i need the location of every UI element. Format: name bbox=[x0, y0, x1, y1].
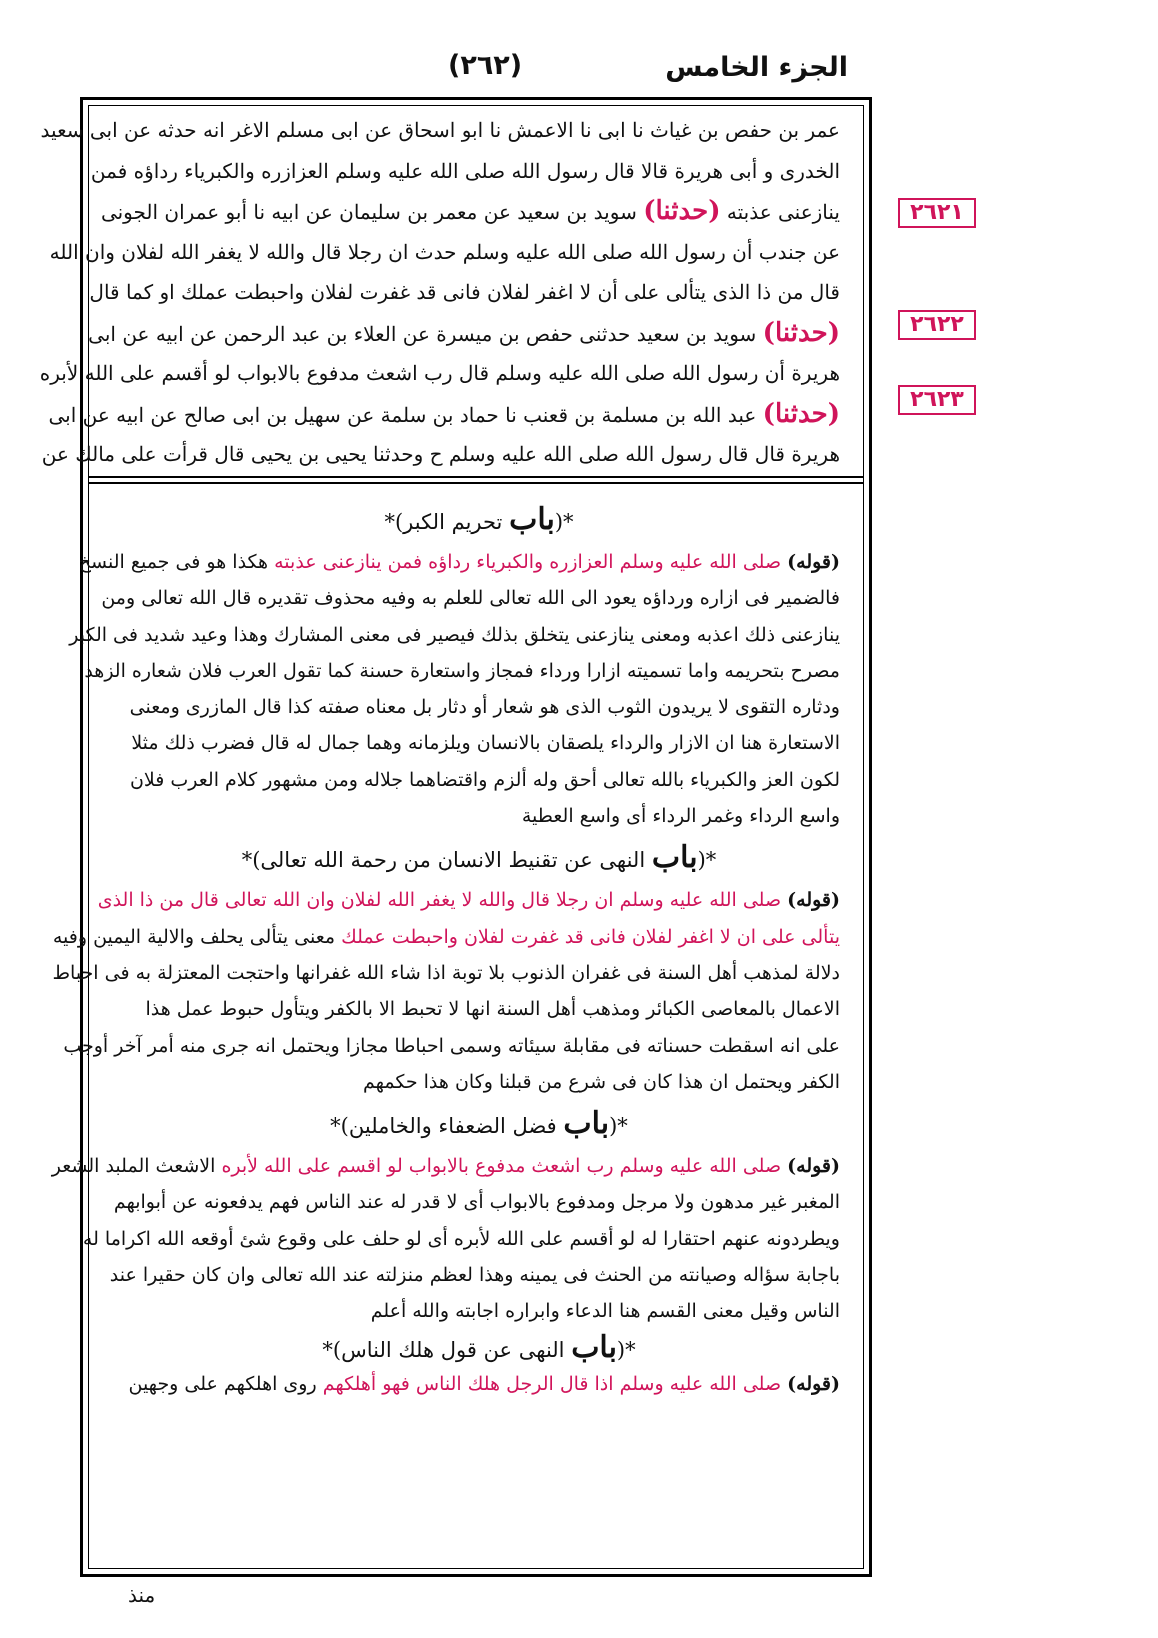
text-line: فالضمير فى ازاره ورداؤه يعود الى الله تعالى للعلم به وفيه محذوف تقديره قال الله تعالى ومن bbox=[101, 587, 840, 610]
hadith-text: سويد بن سعيد حدثنى حفص بن ميسرة عن العلاء بن عبد الرحمن عن ابيه عن ابى bbox=[88, 321, 763, 346]
hadith-text: قال من ذا الذى يتألى على أن لا اغفر لفلان فانى قد غفرت لفلان واحبطت عملك او كما قال bbox=[89, 280, 840, 304]
qawluhu-label: (قوله) bbox=[787, 889, 840, 912]
chapter-prefix: *( bbox=[554, 510, 574, 534]
page-number: (٢٦٢) bbox=[448, 50, 523, 81]
text-line: ويطردونه عنهم احتقارا له لو أقسم على الله لأبره أى لو حلف على وقوع شئ أوقعه الله اكراما له bbox=[82, 1227, 840, 1250]
commentary-text: الاشعث الملبد الشعر bbox=[51, 1155, 222, 1178]
chapter-title: النهى عن قول هلك الناس)* bbox=[322, 1337, 572, 1362]
text-line bbox=[88, 313, 840, 354]
chapter-title: النهى عن تقنيط الانسان من رحمة الله تعالى)* bbox=[241, 848, 652, 873]
bab-word: باب bbox=[563, 1106, 610, 1142]
text-line: المغبر غير مدهون ولا مرجل ومدفوع بالابواب أى لا قدر له عند الناس فهم يدفعونه عن أبوابهم bbox=[113, 1191, 840, 1214]
matn-quote: صلى الله عليه وسلم العزازره والكبرياء رداؤه فمن ينازعنى عذبته bbox=[274, 551, 788, 573]
chapter-prefix: *( bbox=[609, 1114, 628, 1139]
chapter-prefix: *( bbox=[697, 848, 717, 873]
text-line: الاستعارة هنا ان الازار والرداء يلصقان بالانسان ويلزمانه وهما جمال له قال فضرب ذلك مثلا bbox=[131, 732, 840, 755]
bab-word: باب bbox=[509, 502, 555, 537]
text-line: على انه اسقطت حسناته فى مقابلة سيئاته وسمى احباطا مجازا ويحتمل انه جرى منه أمر آخر أوجب bbox=[63, 1034, 840, 1057]
qawluhu-label: (قوله) bbox=[787, 551, 840, 573]
text-line bbox=[41, 434, 840, 475]
commentary-block bbox=[51, 496, 840, 1402]
haddathana-marker: (حدثنا) bbox=[762, 317, 840, 348]
text-line: لكون العز والكبرياء بالله تعالى أحق وله ألزم واقتضاهما جلاله ومن مشهور كلام العرب فلان bbox=[129, 768, 840, 791]
hadith-text: الخدرى و أبى هريرة قالا قال رسول الله صلى الله عليه وسلم العزازره والكبرياء رداؤه فمن bbox=[90, 158, 840, 183]
text-line bbox=[118, 1366, 840, 1402]
text-line bbox=[90, 151, 840, 192]
bab-word: باب bbox=[571, 1329, 617, 1365]
bab-word: باب bbox=[651, 840, 698, 876]
text-line bbox=[52, 919, 840, 955]
chapter-heading bbox=[118, 834, 840, 882]
chapter-heading bbox=[118, 496, 840, 544]
hadith-text: هريرة قال قال رسول الله صلى الله عليه وسلم ح وحدثنا يحيى بن يحيى قال قرأت على مالك عن bbox=[41, 442, 840, 466]
text-line bbox=[97, 882, 840, 918]
text-line bbox=[89, 272, 840, 313]
text-line bbox=[51, 1148, 840, 1184]
hadith-number-box: ٢٦٢١ bbox=[898, 198, 976, 228]
catchword: منذ bbox=[128, 1583, 156, 1607]
commentary-text: روى اهلكهم على وجهين bbox=[128, 1372, 323, 1395]
commentary-text: هكذا هو فى جميع النسخ bbox=[78, 551, 275, 573]
hadith-text: هريرة أن رسول الله صلى الله عليه وسلم قال رب اشعث مدفوع بالابواب لو أقسم على الله لأبره bbox=[39, 361, 840, 385]
chapter-title: فضل الضعفاء والخاملين)* bbox=[330, 1114, 564, 1139]
text-line bbox=[100, 191, 840, 232]
chapter-heading bbox=[118, 1330, 840, 1366]
hadith-number-box: ٢٦٢٢ bbox=[898, 310, 976, 340]
hadith-number-box: ٢٦٢٣ bbox=[898, 385, 976, 415]
text-line bbox=[39, 353, 840, 394]
chapter-heading bbox=[118, 1100, 840, 1148]
text-line: الكفر ويحتمل ان هذا كان فى شرع من قبلنا وكان هذا حكمهم bbox=[362, 1070, 840, 1093]
text-line bbox=[78, 544, 840, 580]
section-divider bbox=[88, 482, 864, 484]
chapter-title: تحريم الكبر)* bbox=[384, 510, 510, 534]
section-divider bbox=[88, 476, 864, 478]
matn-quote: صلى الله عليه وسلم اذا قال الرجل هلك الناس فهو أهلكهم bbox=[322, 1372, 788, 1395]
text-line: ودثاره التقوى لا يريدون الثوب الذى هو شعار أو دثار بل معناه صفته كذا قال المازرى ومعنى bbox=[129, 696, 840, 719]
chapter-prefix: *( bbox=[616, 1337, 636, 1362]
text-line: باجابة سؤاله وصيانته من الحنث فى يمينه وهذا لعظم منزلته عند الله تعالى وان كان حقيرا عند bbox=[109, 1264, 840, 1287]
matn-quote: صلى الله عليه وسلم ان رجلا قال والله لا يغفر الله لفلان وان الله تعالى قال من ذا الذى bbox=[97, 889, 788, 912]
text-line: واسع الرداء وغمر الرداء أى واسع العطية bbox=[521, 805, 840, 828]
text-line bbox=[48, 394, 840, 435]
text-line bbox=[40, 110, 840, 151]
hadith-text: ينازعنى عذبته bbox=[720, 200, 840, 224]
hadith-text: سويد بن سعيد عن معمر بن سليمان عن ابيه نا أبو عمران الجونى bbox=[100, 200, 644, 224]
matn-quote: يتألى على ان لا اغفر لفلان فانى قد غفرت لفلان واحبطت عملك bbox=[341, 925, 840, 948]
text-line: مصرح بتحريمه واما تسميته ازارا ورداء فمجاز واستعارة حسنة كما تقول العرب فلان شعاره الزهد bbox=[84, 659, 840, 682]
page-header-title: الجزء الخامس bbox=[665, 52, 848, 83]
commentary-text: معنى يتألى يحلف والالية اليمين وفيه bbox=[52, 925, 342, 948]
hadith-text: عبد الله بن مسلمة بن قعنب نا حماد بن سلمة عن سهيل بن ابى صالح عن ابيه عن ابى bbox=[48, 402, 763, 427]
text-line: الاعمال بالمعاصى الكبائر ومذهب أهل السنة انها لا تحبط الا بالكفر ويتأول حبوط عمل هذا bbox=[145, 998, 840, 1021]
hadith-text: عن جندب أن رسول الله صلى الله عليه وسلم حدث ان رجلا قال والله لا يغفر الله لفلان وان الله bbox=[49, 239, 840, 264]
qawluhu-label: (قوله) bbox=[787, 1372, 840, 1395]
qawluhu-label: (قوله) bbox=[787, 1155, 840, 1178]
text-line bbox=[49, 232, 840, 273]
haddathana-marker: (حدثنا) bbox=[643, 196, 721, 226]
text-line: دلالة لمذهب أهل السنة فى غفران الذنوب بلا توبة اذا شاء الله غفرانها واحتجت المعتزلة به فى احباط bbox=[52, 961, 840, 984]
matn-quote: صلى الله عليه وسلم رب اشعث مدفوع بالابواب لو اقسم على الله لأبره bbox=[221, 1155, 788, 1178]
text-line: ينازعنى ذلك اعذبه ومعنى ينازعنى يتخلق بذلك فيصير فى معنى المشارك وهذا وعيد شديد فى الكبر bbox=[69, 623, 840, 646]
text-line: الناس وقيل معنى القسم هنا الدعاء وابراره اجابته والله أعلم bbox=[370, 1300, 840, 1323]
hadith-text: عمر بن حفص بن غياث نا ابى نا الاعمش نا ابو اسحاق عن ابى مسلم الاغر انه حدثه عن ابى سعيد bbox=[40, 118, 840, 142]
haddathana-marker: (حدثنا) bbox=[762, 398, 840, 429]
hadith-text-block bbox=[39, 110, 840, 475]
